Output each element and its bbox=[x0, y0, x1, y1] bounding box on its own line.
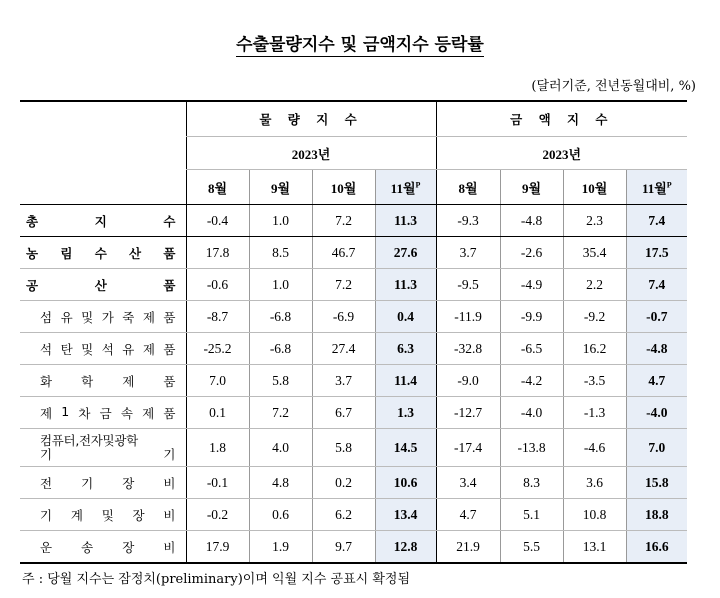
row-label: 기 계 및 장 비 bbox=[20, 499, 186, 531]
row-label: 운 송 장 비 bbox=[20, 531, 186, 564]
header-corner bbox=[20, 101, 186, 205]
month-header: 10월 bbox=[563, 170, 626, 205]
value-cell: 6.2 bbox=[312, 499, 375, 531]
value-cell: 12.8 bbox=[375, 531, 436, 564]
value-cell: -0.6 bbox=[186, 269, 249, 301]
value-cell: -9.0 bbox=[436, 365, 500, 397]
value-cell: -4.8 bbox=[626, 333, 687, 365]
value-cell: 17.8 bbox=[186, 237, 249, 269]
index-table bbox=[20, 100, 687, 564]
value-cell: -9.2 bbox=[563, 301, 626, 333]
year-value: 2023년 bbox=[436, 137, 687, 170]
value-cell: -0.4 bbox=[186, 205, 249, 237]
value-cell: 4.0 bbox=[249, 429, 312, 467]
month-header: 8월 bbox=[186, 170, 249, 205]
value-cell: 3.4 bbox=[436, 467, 500, 499]
value-cell: 6.7 bbox=[312, 397, 375, 429]
value-cell: 5.8 bbox=[312, 429, 375, 467]
value-cell: 5.1 bbox=[500, 499, 563, 531]
value-cell: 11.3 bbox=[375, 269, 436, 301]
value-cell: 7.2 bbox=[312, 269, 375, 301]
year-volume: 2023년 bbox=[186, 137, 436, 170]
value-cell: -9.3 bbox=[436, 205, 500, 237]
value-cell: 3.7 bbox=[436, 237, 500, 269]
value-cell: -0.2 bbox=[186, 499, 249, 531]
value-cell: 10.6 bbox=[375, 467, 436, 499]
value-cell: 11.3 bbox=[375, 205, 436, 237]
value-cell: -6.5 bbox=[500, 333, 563, 365]
value-cell: 1.0 bbox=[249, 269, 312, 301]
row-label: 컴퓨터,전자및광학 기 기 bbox=[20, 429, 186, 467]
value-cell: 35.4 bbox=[563, 237, 626, 269]
value-cell: -6.8 bbox=[249, 301, 312, 333]
value-cell: 0.4 bbox=[375, 301, 436, 333]
value-cell: 10.8 bbox=[563, 499, 626, 531]
value-cell: -4.6 bbox=[563, 429, 626, 467]
row-label: 공 산 품 bbox=[20, 269, 186, 301]
value-cell: 3.6 bbox=[563, 467, 626, 499]
value-cell: 17.9 bbox=[186, 531, 249, 564]
value-cell: 8.5 bbox=[249, 237, 312, 269]
value-cell: 2.3 bbox=[563, 205, 626, 237]
value-cell: 4.8 bbox=[249, 467, 312, 499]
value-cell: -2.6 bbox=[500, 237, 563, 269]
group-volume: 물 량 지 수 bbox=[186, 101, 436, 137]
value-cell: 1.3 bbox=[375, 397, 436, 429]
row-label: 화 학 제 품 bbox=[20, 365, 186, 397]
table-title: 수출물량지수 및 금액지수 등락률 bbox=[236, 35, 484, 55]
value-cell: 8.3 bbox=[500, 467, 563, 499]
value-cell: 7.2 bbox=[249, 397, 312, 429]
value-cell: -0.7 bbox=[626, 301, 687, 333]
value-cell: 5.8 bbox=[249, 365, 312, 397]
group-value: 금 액 지 수 bbox=[436, 101, 687, 137]
table-row bbox=[20, 429, 687, 467]
value-cell: 7.0 bbox=[186, 365, 249, 397]
table-row bbox=[20, 237, 687, 269]
row-label: 섬 유 및 가 죽 제 품 bbox=[20, 301, 186, 333]
value-cell: 7.4 bbox=[626, 269, 687, 301]
value-cell: 9.7 bbox=[312, 531, 375, 564]
value-cell: 6.3 bbox=[375, 333, 436, 365]
value-cell: 17.5 bbox=[626, 237, 687, 269]
row-label: 전 기 장 비 bbox=[20, 467, 186, 499]
value-cell: -32.8 bbox=[436, 333, 500, 365]
value-cell: 13.1 bbox=[563, 531, 626, 564]
value-cell: -4.0 bbox=[500, 397, 563, 429]
value-cell: -9.9 bbox=[500, 301, 563, 333]
value-cell: 7.0 bbox=[626, 429, 687, 467]
value-cell: -17.4 bbox=[436, 429, 500, 467]
value-cell: -1.3 bbox=[563, 397, 626, 429]
value-cell: -11.9 bbox=[436, 301, 500, 333]
row-label: 농 림 수 산 품 bbox=[20, 237, 186, 269]
table-row bbox=[20, 269, 687, 301]
row-label: 총 지 수 bbox=[20, 205, 186, 237]
value-cell: 27.4 bbox=[312, 333, 375, 365]
row-label: 석 탄 및 석 유 제 품 bbox=[20, 333, 186, 365]
table-row bbox=[20, 397, 687, 429]
value-cell: 13.4 bbox=[375, 499, 436, 531]
month-header: 9월 bbox=[249, 170, 312, 205]
table-row bbox=[20, 467, 687, 499]
footnote: 주 : 당월 지수는 잠정치(preliminary)이며 익월 지수 공표시 확정됨 bbox=[22, 572, 411, 587]
value-cell: 4.7 bbox=[436, 499, 500, 531]
value-cell: 0.1 bbox=[186, 397, 249, 429]
value-cell: 14.5 bbox=[375, 429, 436, 467]
value-cell: 2.2 bbox=[563, 269, 626, 301]
value-cell: -4.2 bbox=[500, 365, 563, 397]
value-cell: 0.6 bbox=[249, 499, 312, 531]
value-cell: -0.1 bbox=[186, 467, 249, 499]
row-label: 제 1 차 금 속 제 품 bbox=[20, 397, 186, 429]
value-cell: 16.6 bbox=[626, 531, 687, 564]
value-cell: -6.9 bbox=[312, 301, 375, 333]
value-cell: 4.7 bbox=[626, 365, 687, 397]
value-cell: -25.2 bbox=[186, 333, 249, 365]
value-cell: -4.9 bbox=[500, 269, 563, 301]
month-header: 8월 bbox=[436, 170, 500, 205]
value-cell: 15.8 bbox=[626, 467, 687, 499]
value-cell: 0.2 bbox=[312, 467, 375, 499]
month-header: 11월$^P$ bbox=[626, 170, 687, 205]
value-cell: 18.8 bbox=[626, 499, 687, 531]
table-row bbox=[20, 333, 687, 365]
value-cell: -12.7 bbox=[436, 397, 500, 429]
value-cell: 27.6 bbox=[375, 237, 436, 269]
value-cell: -4.8 bbox=[500, 205, 563, 237]
value-cell: -6.8 bbox=[249, 333, 312, 365]
value-cell: -8.7 bbox=[186, 301, 249, 333]
value-cell: -13.8 bbox=[500, 429, 563, 467]
value-cell: 3.7 bbox=[312, 365, 375, 397]
table-row bbox=[20, 499, 687, 531]
value-cell: -9.5 bbox=[436, 269, 500, 301]
value-cell: 21.9 bbox=[436, 531, 500, 564]
month-header: 9월 bbox=[500, 170, 563, 205]
value-cell: -3.5 bbox=[563, 365, 626, 397]
value-cell: 16.2 bbox=[563, 333, 626, 365]
unit-note: (달러기준, 전년동월대비, %) bbox=[531, 79, 696, 94]
table-row bbox=[20, 365, 687, 397]
value-cell: 46.7 bbox=[312, 237, 375, 269]
month-header: 10월 bbox=[312, 170, 375, 205]
table-row bbox=[20, 301, 687, 333]
value-cell: -4.0 bbox=[626, 397, 687, 429]
value-cell: 5.5 bbox=[500, 531, 563, 564]
month-header: 11월$^P$ bbox=[375, 170, 436, 205]
value-cell: 11.4 bbox=[375, 365, 436, 397]
value-cell: 7.4 bbox=[626, 205, 687, 237]
table-row bbox=[20, 531, 687, 564]
value-cell: 1.8 bbox=[186, 429, 249, 467]
table-row bbox=[20, 205, 687, 237]
value-cell: 7.2 bbox=[312, 205, 375, 237]
value-cell: 1.0 bbox=[249, 205, 312, 237]
value-cell: 1.9 bbox=[249, 531, 312, 564]
